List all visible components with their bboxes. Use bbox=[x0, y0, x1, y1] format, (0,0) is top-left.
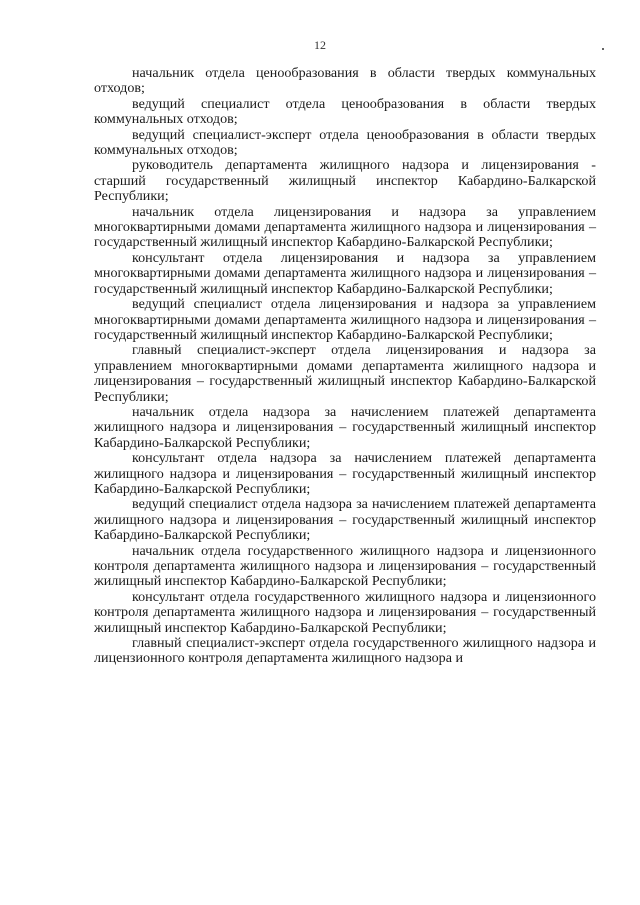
document-body bbox=[94, 66, 596, 667]
paragraph: ведущий специалист отдела лицензирования и надзора за управлением многоквартирными домами департамента жилищного надзора и лицензирования – государственный жилищный инспектор Кабардино-Балкарской Республики; bbox=[94, 296, 596, 343]
paragraph: консультант отдела государственного жилищного надзора и лицензионного контроля департамента жилищного надзора и лицензирования – государственный жилищный инспектор Кабардино-Балкарской Республики; bbox=[94, 588, 596, 636]
page-number: 12 bbox=[314, 38, 326, 52]
scan-speck bbox=[602, 48, 604, 50]
paragraph: начальник отдела ценообразования в области твердых коммунальных отходов; bbox=[94, 65, 596, 97]
paragraph: ведущий специалист отдела надзора за начислением платежей департамента жилищного надзора и лицензирования – государственный жилищный инспектор Кабардино-Балкарской Республики; bbox=[94, 496, 596, 544]
paragraph: руководитель департамента жилищного надзора и лицензирования - старший государственный жилищный инспектор Кабардино-Балкарской Республики; bbox=[94, 157, 596, 205]
paragraph: главный специалист-эксперт отдела государственного жилищного надзора и лицензионного контроля департамента жилищного надзора и bbox=[94, 635, 596, 667]
paragraph: консультант отдела лицензирования и надзора за управлением многоквартирными домами департамента жилищного надзора и лицензирования – государственный жилищный инспектор Кабардино-Балкарской Республики; bbox=[94, 249, 596, 297]
paragraph: начальник отдела государственного жилищного надзора и лицензионного контроля департамента жилищного надзора и лицензирования – государственный жилищный инспектор Кабардино-Балкарской Республики; bbox=[94, 542, 596, 590]
paragraph: начальник отдела надзора за начислением платежей департамента жилищного надзора и лицензирования – государственный жилищный инспектор Кабардино-Балкарской Республики; bbox=[94, 403, 596, 451]
paragraph: ведущий специалист отдела ценообразования в области твердых коммунальных отходов; bbox=[94, 95, 596, 128]
paragraph: консультант отдела надзора за начислением платежей департамента жилищного надзора и лицензирования – государственный жилищный инспектор Кабардино-Балкарской Республики; bbox=[94, 450, 596, 497]
paragraph: ведущий специалист-эксперт отдела ценообразования в области твердых коммунальных отходов; bbox=[94, 126, 596, 159]
paragraph: начальник отдела лицензирования и надзора за управлением многоквартирными домами департамента жилищного надзора и лицензирования – государственный жилищный инспектор Кабардино-Балкарской Республики; bbox=[94, 203, 596, 251]
paragraph: главный специалист-эксперт отдела лицензирования и надзора за управлением многоквартирными домами департамента жилищного надзора и лицензирования – государственный жилищный инспектор Кабардино-Балкарской Республики; bbox=[94, 342, 596, 405]
